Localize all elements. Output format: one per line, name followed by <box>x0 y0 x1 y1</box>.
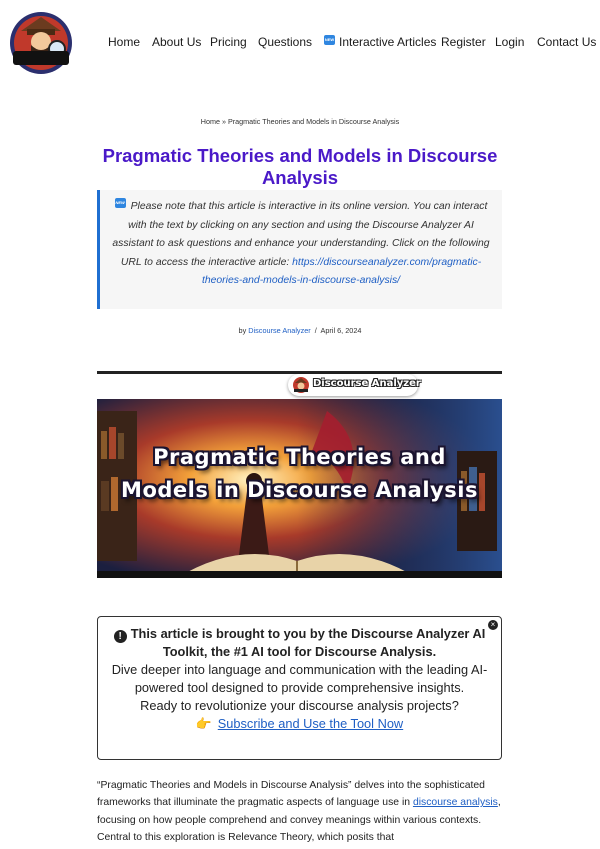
nav-login[interactable]: Login <box>495 35 525 49</box>
pointing-hand-icon: 👉 <box>195 716 212 731</box>
nav-about-us[interactable]: About Us <box>152 35 202 49</box>
promo-line1: Dive deeper into language and communication with the leading AI-powered tool designed to provide comprehensive insights. <box>111 662 488 695</box>
hero-title <box>97 441 502 507</box>
site-logo[interactable] <box>7 9 75 75</box>
article-body <box>97 777 507 847</box>
notice-text-block <box>110 198 492 291</box>
discourse-analysis-link[interactable]: discourse analysis <box>412 797 498 809</box>
new-badge-icon <box>115 198 126 208</box>
meta-separator: / <box>314 326 317 335</box>
promo-box <box>97 616 502 760</box>
interactive-notice <box>97 190 502 309</box>
body-text-a: “Pragmatic Theories and Models in Discourse Analysis” delves into the sophisticated frameworks that illuminate the pragmatic aspects of language use in <box>97 780 485 809</box>
nav-register[interactable]: Register <box>441 35 486 49</box>
nav-pricing[interactable]: Pricing <box>210 35 247 49</box>
subscribe-link[interactable]: Subscribe and Use the Tool Now <box>217 716 404 731</box>
main-nav <box>108 35 600 49</box>
nav-contact-us[interactable]: Contact Us <box>537 35 597 49</box>
nav-questions[interactable]: Questions <box>258 35 313 49</box>
meta-by: by <box>238 326 247 335</box>
promo-cta-row <box>104 715 495 733</box>
promo-heading: ! This article is brought to you by the Discourse Analyzer AI Toolkit, the #1 AI tool for Discourse Analysis. <box>104 625 495 661</box>
close-icon[interactable]: × <box>488 620 498 630</box>
hero-title-line1: Pragmatic Theories and <box>153 445 446 469</box>
publish-date: April 6, 2024 <box>320 326 362 335</box>
author-link[interactable]: Discourse Analyzer <box>248 326 311 335</box>
nav-home[interactable]: Home <box>108 35 141 49</box>
brand-mascot-icon <box>292 376 310 394</box>
page-title: Pragmatic Theories and Models in Discourse Analysis <box>102 145 498 188</box>
hero-brand-label: Discourse Analyzer <box>313 378 421 389</box>
hero-image <box>97 371 502 578</box>
hero-brand-badge <box>288 374 421 396</box>
body-text-b: , focusing on how people comprehend and convey meanings within various contexts. Central to this exploration is Relevance Theory, which posits that <box>97 797 501 844</box>
notice-url-link[interactable]: https://discourseanalyzer.com/pragmatic-theories-and-models-in-discourse-analysis/ <box>201 256 482 287</box>
breadcrumb-home[interactable]: Home <box>200 117 220 126</box>
breadcrumb-current: Pragmatic Theories and Models in Discourse Analysis <box>227 117 400 126</box>
article-meta <box>0 326 600 335</box>
new-badge-icon <box>324 35 335 45</box>
notice-text: Please note that this article is interactive in its online version. You can interact with the text by clicking on any section and using the Discourse Analyzer AI assistant to ask questions and enhance your understanding. Click on the following URL to access the interactive article: <box>112 201 490 268</box>
breadcrumb-separator: » <box>221 117 226 126</box>
nav-interactive-articles[interactable] <box>324 35 436 49</box>
nav-interactive-articles-label: Interactive Articles <box>339 35 437 49</box>
alert-icon: ! <box>114 630 127 643</box>
hero-title-line2: Models in Discourse Analysis <box>121 478 478 502</box>
breadcrumb <box>0 117 600 126</box>
promo-line2: Ready to revolutionize your discourse analysis projects? <box>140 698 459 713</box>
promo-body <box>104 625 495 733</box>
